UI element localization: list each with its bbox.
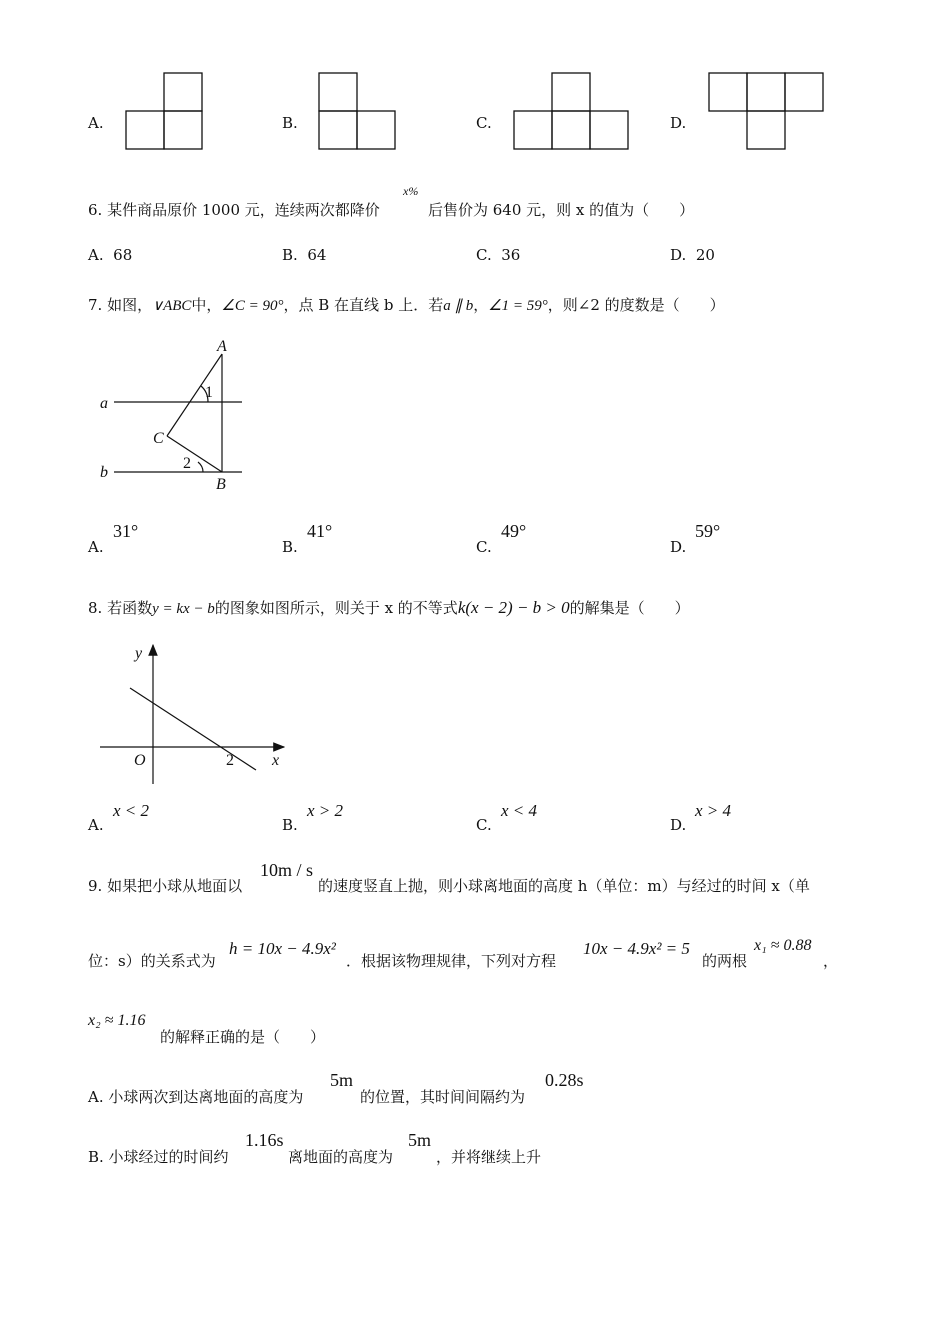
q9-option-a-height: 5m — [330, 1070, 354, 1090]
q8-stem: 8. 若函数y = kx − b的图象如图所示，则关于 x 的不等式k(x − 2) − b > 0的解集是（ ） — [88, 598, 690, 617]
q7-label-A: A — [217, 338, 227, 355]
q7-option-d-label: D. — [670, 538, 687, 556]
q6-option-b: B. 64 — [282, 246, 327, 264]
q7-option-b-value: 41° — [307, 521, 333, 541]
q9-equation: 10x − 4.9x² = 5 — [583, 939, 690, 958]
q7-option-a-label: A. — [88, 538, 104, 556]
q8-option-b-label: B. — [282, 816, 298, 834]
q9-line2-mid2: 的两根 — [702, 952, 748, 970]
q8-option-b-value: x > 2 — [307, 801, 344, 820]
q9-root1: x₁ ≈ 0.88 — [754, 937, 812, 954]
q7-label-a: a — [100, 395, 108, 412]
q8-axis-y-label: y — [135, 645, 143, 662]
q5-option-c-label: C. — [476, 114, 492, 132]
q6-option-c: C. 36 — [476, 246, 521, 264]
q9-line1-post: 的速度竖直上抛，则小球离地面的高度 h（单位：m）与经过的时间 x（单 — [318, 877, 810, 895]
q9-line2-end: ， — [823, 952, 839, 970]
q8-option-d-label: D. — [670, 816, 687, 834]
q5-option-d-label: D. — [670, 114, 687, 132]
q8-option-c-value: x < 4 — [501, 801, 538, 820]
q6-option-d: D. 20 — [670, 246, 715, 264]
q8-option-a-value: x < 2 — [113, 801, 150, 820]
q7-stem: 7. 如图，∨ABC中，∠C = 90°，点 B 在直线 b 上．若a ∥ b，∠1 = 59°，则∠2 的度数是（ ） — [88, 296, 725, 314]
q5-option-a-label: A. — [88, 114, 104, 132]
q6-stem-post: 后售价为 640 元，则 x 的值为（ ） — [428, 201, 695, 219]
q9-line2-pre: 位：s）的关系式为 — [88, 952, 216, 970]
q8-option-c-label: C. — [476, 816, 492, 834]
q9-option-b-time: 1.16s — [245, 1130, 284, 1150]
q7-label-B: B — [216, 476, 226, 493]
q7-label-C: C — [153, 430, 164, 447]
q5-option-b-label: B. — [282, 114, 298, 132]
q9-option-a-time: 0.28s — [545, 1070, 584, 1090]
q6-stem-math: x% — [403, 184, 419, 198]
q8-axis-x-label: x — [272, 752, 280, 769]
q6-stem-pre: 6. 某件商品原价 1000 元，连续两次都降价 — [88, 201, 380, 219]
q7-label-2: 2 — [183, 455, 191, 472]
q9-root2: x₂ ≈ 1.16 — [88, 1012, 146, 1029]
q9-line1-pre: 9. 如果把小球从地面以 — [88, 877, 243, 895]
q7-option-c-value: 49° — [501, 521, 527, 541]
q9-formula: h = 10x − 4.9x² — [229, 939, 336, 958]
q7-option-d-value: 59° — [695, 521, 721, 541]
q9-line3-post: 的解释正确的是（ ） — [160, 1028, 326, 1046]
q8-origin-label: O — [134, 752, 146, 769]
q7-label-1: 1 — [205, 384, 213, 401]
q6-option-a: A. 68 — [88, 246, 133, 264]
q9-line2-mid: ．根据该物理规律，下列对方程 — [346, 952, 557, 970]
q7-option-a-value: 31° — [113, 521, 139, 541]
q8-option-a-label: A. — [88, 816, 104, 834]
q8-option-d-value: x > 4 — [695, 801, 732, 820]
q8-tick-2: 2 — [226, 752, 234, 769]
q7-label-b: b — [100, 464, 108, 481]
q9-option-b-height: 5m — [408, 1130, 432, 1150]
q7-option-c-label: C. — [476, 538, 492, 556]
q7-option-b-label: B. — [282, 538, 298, 556]
q9-speed: 10m / s — [260, 860, 314, 880]
